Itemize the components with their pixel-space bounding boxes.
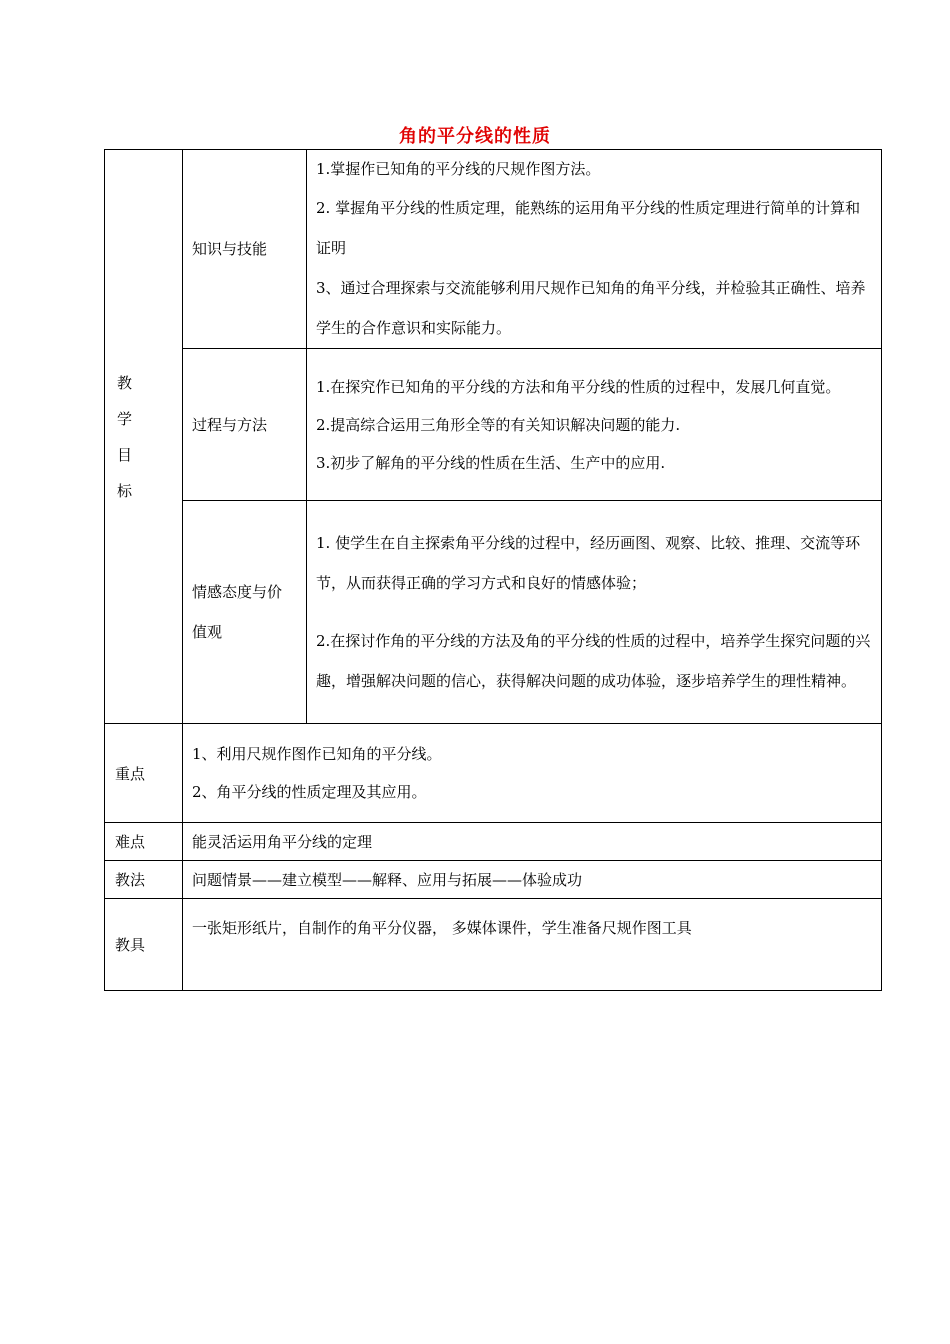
key-points-row [105,724,882,823]
emotion-item: 2.在探讨作角的平分线的方法及角的平分线的性质的过程中，培养学生探究问题的兴趣，增强解决问题的信心，获得解决问题的成功体验，逐步培养学生的理性精神。 [316,632,871,690]
method-row [105,861,882,899]
knowledge-item: 1.掌握作已知角的平分线的尺规作图方法。 [316,160,601,178]
process-item: 3.初步了解角的平分线的性质在生活、生产中的应用. [316,453,666,472]
objectives-header-char: 目 [117,445,133,464]
knowledge-item: 2. 掌握角平分线的性质定理，能熟练的运用角平分线的性质定理进行简单的计算和证明 [316,199,861,257]
key-point-item: 2、角平分线的性质定理及其应用。 [192,783,427,801]
objective-row-process [105,349,882,501]
difficulty-label: 难点 [105,823,183,861]
emotion-label-line: 情感态度与价 [192,583,283,601]
lesson-plan-table [104,149,882,991]
objectives-header-char: 标 [117,481,133,500]
objectives-header [105,150,183,724]
paragraph-gap [316,603,875,621]
knowledge-item: 3、通过合理探索与交流能够利用尺规作已知角的角平分线，并检验其正确性、培养学生的合作意识和实际能力。 [316,279,866,337]
method-text: 问题情景——建立模型——解释、应用与拓展——体验成功 [183,861,882,899]
objective-row-knowledge [105,150,882,349]
process-label: 过程与方法 [183,349,307,501]
difficulty-row [105,823,882,861]
emotion-label-line: 值观 [192,623,223,641]
knowledge-content [307,150,882,349]
process-content [307,349,882,501]
difficulty-text: 能灵活运用角平分线的定理 [183,823,882,861]
emotion-label [183,501,307,724]
process-item: 2.提高综合运用三角形全等的有关知识解决问题的能力. [316,415,681,434]
emotion-item: 1. 使学生在自主探索角平分线的过程中，经历画图、观察、比较、推理、交流等环节，从而获得正确的学习方式和良好的情感体验； [316,534,861,592]
objectives-header-char: 教 [117,373,133,392]
key-points-content [183,724,882,823]
tools-row [105,899,882,991]
objectives-header-char: 学 [117,409,133,428]
tools-label: 教具 [105,899,183,991]
document-title: 角的平分线的性质 [399,126,551,147]
process-item: 1.在探究作已知角的平分线的方法和角平分线的性质的过程中，发展几何直觉。 [316,377,841,396]
key-points-label: 重点 [105,724,183,823]
key-point-item: 1、利用尺规作图作已知角的平分线。 [192,745,442,763]
tools-text: 一张矩形纸片，自制作的角平分仪器， 多媒体课件，学生准备尺规作图工具 [183,899,882,991]
objective-row-emotion [105,501,882,724]
emotion-content [307,501,882,724]
knowledge-label: 知识与技能 [183,150,307,349]
method-label: 教法 [105,861,183,899]
